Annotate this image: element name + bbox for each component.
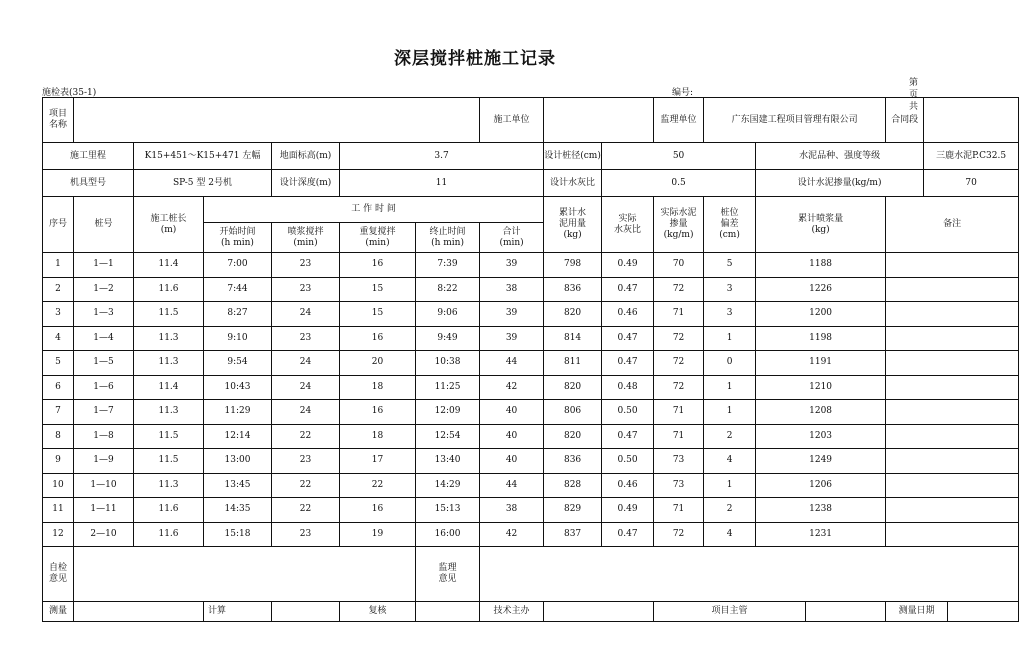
row-pile-no: 1—2 xyxy=(74,277,134,302)
row-end-time: 9:06 xyxy=(416,302,480,327)
row-total-min: 44 xyxy=(480,473,544,498)
row-spray-mix: 24 xyxy=(272,400,340,425)
row-start-time: 11:29 xyxy=(204,400,272,425)
row-seq: 11 xyxy=(43,498,74,523)
row-start-time: 9:54 xyxy=(204,351,272,376)
supervisor-value: 广东国建工程项目管理有限公司 xyxy=(704,98,886,143)
row-actual-dosage: 73 xyxy=(654,473,704,498)
row-end-time: 13:40 xyxy=(416,449,480,474)
row-cum-slurry: 1188 xyxy=(756,253,886,278)
row-pile-len: 11.6 xyxy=(134,522,204,547)
actual-wc-header: 实际 水灰比 xyxy=(602,197,654,253)
row-remark xyxy=(886,302,1019,327)
row-seq: 12 xyxy=(43,522,74,547)
info-row-1 xyxy=(43,98,1019,143)
row-actual-wc: 0.47 xyxy=(602,424,654,449)
row-cum-cement: 836 xyxy=(544,277,602,302)
table-row xyxy=(43,351,1019,376)
ground-elev-label: 地面标高(m) xyxy=(272,143,340,170)
row-repeat-mix: 16 xyxy=(340,253,416,278)
row-cum-slurry: 1198 xyxy=(756,326,886,351)
header-row-1 xyxy=(43,197,1019,223)
design-depth-value: 11 xyxy=(340,170,544,197)
row-cum-cement: 820 xyxy=(544,302,602,327)
end-time-header: 终止时间 (h min) xyxy=(416,223,480,253)
row-actual-wc: 0.46 xyxy=(602,473,654,498)
table-row xyxy=(43,473,1019,498)
row-seq: 2 xyxy=(43,277,74,302)
pos-dev-header: 桩位 偏差 (cm) xyxy=(704,197,756,253)
row-actual-wc: 0.46 xyxy=(602,302,654,327)
info-row-2 xyxy=(43,143,1019,170)
item-name-label: 项目 名称 xyxy=(43,98,74,143)
row-repeat-mix: 15 xyxy=(340,302,416,327)
row-repeat-mix: 22 xyxy=(340,473,416,498)
row-remark xyxy=(886,449,1019,474)
pile-len-header: 施工桩长 (m) xyxy=(134,197,204,253)
record-table xyxy=(42,97,1019,622)
row-remark xyxy=(886,351,1019,376)
row-pos-dev: 2 xyxy=(704,424,756,449)
repeat-mix-header: 重复搅拌 (min) xyxy=(340,223,416,253)
review-label: 复核 xyxy=(340,602,416,622)
row-pile-len: 11.6 xyxy=(134,277,204,302)
row-cum-cement: 828 xyxy=(544,473,602,498)
row-remark xyxy=(886,253,1019,278)
row-actual-wc: 0.47 xyxy=(602,326,654,351)
row-total-min: 39 xyxy=(480,253,544,278)
row-total-min: 39 xyxy=(480,326,544,351)
sign-row xyxy=(43,602,1019,622)
row-repeat-mix: 19 xyxy=(340,522,416,547)
row-start-time: 7:00 xyxy=(204,253,272,278)
measure-date-value xyxy=(948,602,1019,622)
table-row xyxy=(43,375,1019,400)
calc-label: 计算 xyxy=(204,602,272,622)
row-start-time: 10:43 xyxy=(204,375,272,400)
design-dia-label: 设计桩径(cm) xyxy=(544,143,602,170)
row-cum-slurry: 1208 xyxy=(756,400,886,425)
row-seq: 6 xyxy=(43,375,74,400)
row-pile-len: 11.3 xyxy=(134,326,204,351)
design-dia-value: 50 xyxy=(602,143,756,170)
row-repeat-mix: 17 xyxy=(340,449,416,474)
row-cum-cement: 806 xyxy=(544,400,602,425)
table-row xyxy=(43,253,1019,278)
row-pile-no: 1—11 xyxy=(74,498,134,523)
row-pile-no: 1—1 xyxy=(74,253,134,278)
row-cum-slurry: 1203 xyxy=(756,424,886,449)
row-start-time: 13:00 xyxy=(204,449,272,474)
row-total-min: 38 xyxy=(480,277,544,302)
row-pile-no: 1—8 xyxy=(74,424,134,449)
row-pos-dev: 3 xyxy=(704,302,756,327)
supervision-value xyxy=(480,547,1019,602)
row-pile-len: 11.4 xyxy=(134,375,204,400)
row-total-min: 38 xyxy=(480,498,544,523)
cum-cement-header: 累计水 泥用量 (kg) xyxy=(544,197,602,253)
measure-date-label: 测量日期 xyxy=(886,602,948,622)
row-cum-slurry: 1231 xyxy=(756,522,886,547)
row-cum-cement: 829 xyxy=(544,498,602,523)
cement-type-label: 水泥品种、强度等级 xyxy=(756,143,924,170)
row-actual-dosage: 72 xyxy=(654,375,704,400)
row-cum-cement: 798 xyxy=(544,253,602,278)
measure-label: 测量 xyxy=(43,602,74,622)
row-actual-wc: 0.49 xyxy=(602,253,654,278)
row-pile-no: 1—3 xyxy=(74,302,134,327)
project-lead-label: 项目主管 xyxy=(654,602,806,622)
row-start-time: 9:10 xyxy=(204,326,272,351)
remark-header: 备注 xyxy=(886,197,1019,253)
row-remark xyxy=(886,473,1019,498)
contract-section-value xyxy=(924,98,1019,143)
row-end-time: 10:38 xyxy=(416,351,480,376)
form-number: 施检表(35-1) xyxy=(42,88,97,98)
measure-value xyxy=(74,602,204,622)
row-actual-dosage: 71 xyxy=(654,424,704,449)
row-actual-wc: 0.50 xyxy=(602,400,654,425)
supervision-label: 监理 意见 xyxy=(416,547,480,602)
row-end-time: 15:13 xyxy=(416,498,480,523)
row-pos-dev: 0 xyxy=(704,351,756,376)
tech-lead-label: 技术主办 xyxy=(480,602,544,622)
row-end-time: 12:09 xyxy=(416,400,480,425)
machine-value: SP-5 型 2号机 xyxy=(134,170,272,197)
row-pile-len: 11.3 xyxy=(134,473,204,498)
row-end-time: 11:25 xyxy=(416,375,480,400)
row-spray-mix: 22 xyxy=(272,473,340,498)
row-pile-no: 1—10 xyxy=(74,473,134,498)
contract-section-label: 合同段 xyxy=(886,98,924,143)
row-pos-dev: 2 xyxy=(704,498,756,523)
row-pile-no: 1—9 xyxy=(74,449,134,474)
row-start-time: 12:14 xyxy=(204,424,272,449)
row-total-min: 39 xyxy=(480,302,544,327)
row-spray-mix: 24 xyxy=(272,302,340,327)
row-pos-dev: 1 xyxy=(704,326,756,351)
row-cum-slurry: 1249 xyxy=(756,449,886,474)
design-wc-label: 设计水灰比 xyxy=(544,170,602,197)
row-seq: 3 xyxy=(43,302,74,327)
table-row xyxy=(43,522,1019,547)
tech-lead-value xyxy=(544,602,654,622)
row-spray-mix: 23 xyxy=(272,277,340,302)
row-cum-slurry: 1238 xyxy=(756,498,886,523)
supervisor-label: 监理单位 xyxy=(654,98,704,143)
row-actual-dosage: 72 xyxy=(654,522,704,547)
row-repeat-mix: 18 xyxy=(340,424,416,449)
row-cum-slurry: 1206 xyxy=(756,473,886,498)
design-wc-value: 0.5 xyxy=(602,170,756,197)
page-title: 深层搅拌桩施工记录 xyxy=(394,49,556,69)
mileage-value: K15+451～K15+471 左幅 xyxy=(134,143,272,170)
row-cum-slurry: 1226 xyxy=(756,277,886,302)
row-pos-dev: 5 xyxy=(704,253,756,278)
row-spray-mix: 24 xyxy=(272,375,340,400)
row-seq: 8 xyxy=(43,424,74,449)
row-seq: 10 xyxy=(43,473,74,498)
row-actual-dosage: 73 xyxy=(654,449,704,474)
mileage-label: 施工里程 xyxy=(43,143,134,170)
row-remark xyxy=(886,375,1019,400)
row-total-min: 40 xyxy=(480,449,544,474)
row-seq: 4 xyxy=(43,326,74,351)
row-spray-mix: 23 xyxy=(272,522,340,547)
row-pile-len: 11.3 xyxy=(134,351,204,376)
row-actual-dosage: 71 xyxy=(654,400,704,425)
row-spray-mix: 23 xyxy=(272,326,340,351)
row-actual-dosage: 72 xyxy=(654,326,704,351)
row-actual-wc: 0.48 xyxy=(602,375,654,400)
row-pile-no: 1—5 xyxy=(74,351,134,376)
seq-header: 序号 xyxy=(43,197,74,253)
row-pile-no: 1—6 xyxy=(74,375,134,400)
row-repeat-mix: 16 xyxy=(340,326,416,351)
calc-value xyxy=(272,602,340,622)
contractor-value xyxy=(544,98,654,143)
row-remark xyxy=(886,400,1019,425)
table-row xyxy=(43,498,1019,523)
spray-mix-header: 喷浆搅拌 (min) xyxy=(272,223,340,253)
row-actual-dosage: 71 xyxy=(654,302,704,327)
row-pile-no: 2—10 xyxy=(74,522,134,547)
row-start-time: 7:44 xyxy=(204,277,272,302)
table-row xyxy=(43,277,1019,302)
table-row xyxy=(43,302,1019,327)
row-cum-cement: 814 xyxy=(544,326,602,351)
table-row xyxy=(43,400,1019,425)
row-remark xyxy=(886,498,1019,523)
row-repeat-mix: 20 xyxy=(340,351,416,376)
row-spray-mix: 24 xyxy=(272,351,340,376)
row-start-time: 8:27 xyxy=(204,302,272,327)
table-row xyxy=(43,424,1019,449)
row-start-time: 13:45 xyxy=(204,473,272,498)
row-pos-dev: 1 xyxy=(704,473,756,498)
contractor-label: 施工单位 xyxy=(480,98,544,143)
total-min-header: 合计 (min) xyxy=(480,223,544,253)
start-time-header: 开始时间 (h min) xyxy=(204,223,272,253)
row-pile-no: 1—7 xyxy=(74,400,134,425)
row-spray-mix: 23 xyxy=(272,449,340,474)
row-pile-no: 1—4 xyxy=(74,326,134,351)
row-actual-wc: 0.47 xyxy=(602,351,654,376)
row-spray-mix: 22 xyxy=(272,424,340,449)
cement-type-value: 三鹿水泥P.C32.5 xyxy=(924,143,1019,170)
row-pile-len: 11.5 xyxy=(134,424,204,449)
row-cum-cement: 820 xyxy=(544,424,602,449)
row-actual-wc: 0.49 xyxy=(602,498,654,523)
row-cum-slurry: 1191 xyxy=(756,351,886,376)
row-repeat-mix: 16 xyxy=(340,498,416,523)
row-remark xyxy=(886,326,1019,351)
ground-elev-value: 3.7 xyxy=(340,143,544,170)
row-spray-mix: 23 xyxy=(272,253,340,278)
row-pos-dev: 1 xyxy=(704,400,756,425)
row-remark xyxy=(886,424,1019,449)
row-total-min: 40 xyxy=(480,424,544,449)
row-repeat-mix: 18 xyxy=(340,375,416,400)
row-cum-cement: 836 xyxy=(544,449,602,474)
row-pile-len: 11.5 xyxy=(134,449,204,474)
row-start-time: 14:35 xyxy=(204,498,272,523)
row-end-time: 16:00 xyxy=(416,522,480,547)
row-cum-cement: 820 xyxy=(544,375,602,400)
code-label: 编号: xyxy=(672,88,694,98)
opinion-row xyxy=(43,547,1019,602)
row-end-time: 9:49 xyxy=(416,326,480,351)
self-check-value xyxy=(74,547,416,602)
table-row xyxy=(43,449,1019,474)
row-pos-dev: 1 xyxy=(704,375,756,400)
row-cum-slurry: 1210 xyxy=(756,375,886,400)
row-pile-len: 11.6 xyxy=(134,498,204,523)
row-total-min: 42 xyxy=(480,522,544,547)
row-pos-dev: 4 xyxy=(704,522,756,547)
row-pile-len: 11.5 xyxy=(134,302,204,327)
row-actual-dosage: 72 xyxy=(654,351,704,376)
row-seq: 5 xyxy=(43,351,74,376)
row-pos-dev: 4 xyxy=(704,449,756,474)
row-repeat-mix: 16 xyxy=(340,400,416,425)
page-label-line2: 页 共 xyxy=(908,90,918,112)
work-time-header: 工 作 时 间 xyxy=(204,197,544,223)
self-check-label: 自检 意见 xyxy=(43,547,74,602)
actual-dosage-header: 实际水泥 掺量 (kg/m) xyxy=(654,197,704,253)
row-remark xyxy=(886,277,1019,302)
project-lead-value xyxy=(806,602,886,622)
row-actual-dosage: 70 xyxy=(654,253,704,278)
row-actual-dosage: 71 xyxy=(654,498,704,523)
row-pile-len: 11.3 xyxy=(134,400,204,425)
row-end-time: 7:39 xyxy=(416,253,480,278)
design-depth-label: 设计深度(m) xyxy=(272,170,340,197)
design-dosage-value: 70 xyxy=(924,170,1019,197)
row-actual-dosage: 72 xyxy=(654,277,704,302)
row-end-time: 8:22 xyxy=(416,277,480,302)
row-remark xyxy=(886,522,1019,547)
row-cum-slurry: 1200 xyxy=(756,302,886,327)
item-name-value xyxy=(74,98,480,143)
row-actual-wc: 0.47 xyxy=(602,522,654,547)
row-seq: 1 xyxy=(43,253,74,278)
table-row xyxy=(43,326,1019,351)
row-cum-cement: 837 xyxy=(544,522,602,547)
row-actual-wc: 0.50 xyxy=(602,449,654,474)
row-spray-mix: 22 xyxy=(272,498,340,523)
row-total-min: 40 xyxy=(480,400,544,425)
row-end-time: 12:54 xyxy=(416,424,480,449)
info-row-3 xyxy=(43,170,1019,197)
page-label-line1: 第 xyxy=(908,78,918,88)
machine-label: 机具型号 xyxy=(43,170,134,197)
row-seq: 7 xyxy=(43,400,74,425)
row-pos-dev: 3 xyxy=(704,277,756,302)
row-total-min: 42 xyxy=(480,375,544,400)
review-value xyxy=(416,602,480,622)
row-repeat-mix: 15 xyxy=(340,277,416,302)
pile-no-header: 桩号 xyxy=(74,197,134,253)
row-end-time: 14:29 xyxy=(416,473,480,498)
row-total-min: 44 xyxy=(480,351,544,376)
cum-slurry-header: 累计喷浆量 (kg) xyxy=(756,197,886,253)
row-actual-wc: 0.47 xyxy=(602,277,654,302)
row-start-time: 15:18 xyxy=(204,522,272,547)
design-dosage-label: 设计水泥掺量(kg/m) xyxy=(756,170,924,197)
row-pile-len: 11.4 xyxy=(134,253,204,278)
row-seq: 9 xyxy=(43,449,74,474)
row-cum-cement: 811 xyxy=(544,351,602,376)
